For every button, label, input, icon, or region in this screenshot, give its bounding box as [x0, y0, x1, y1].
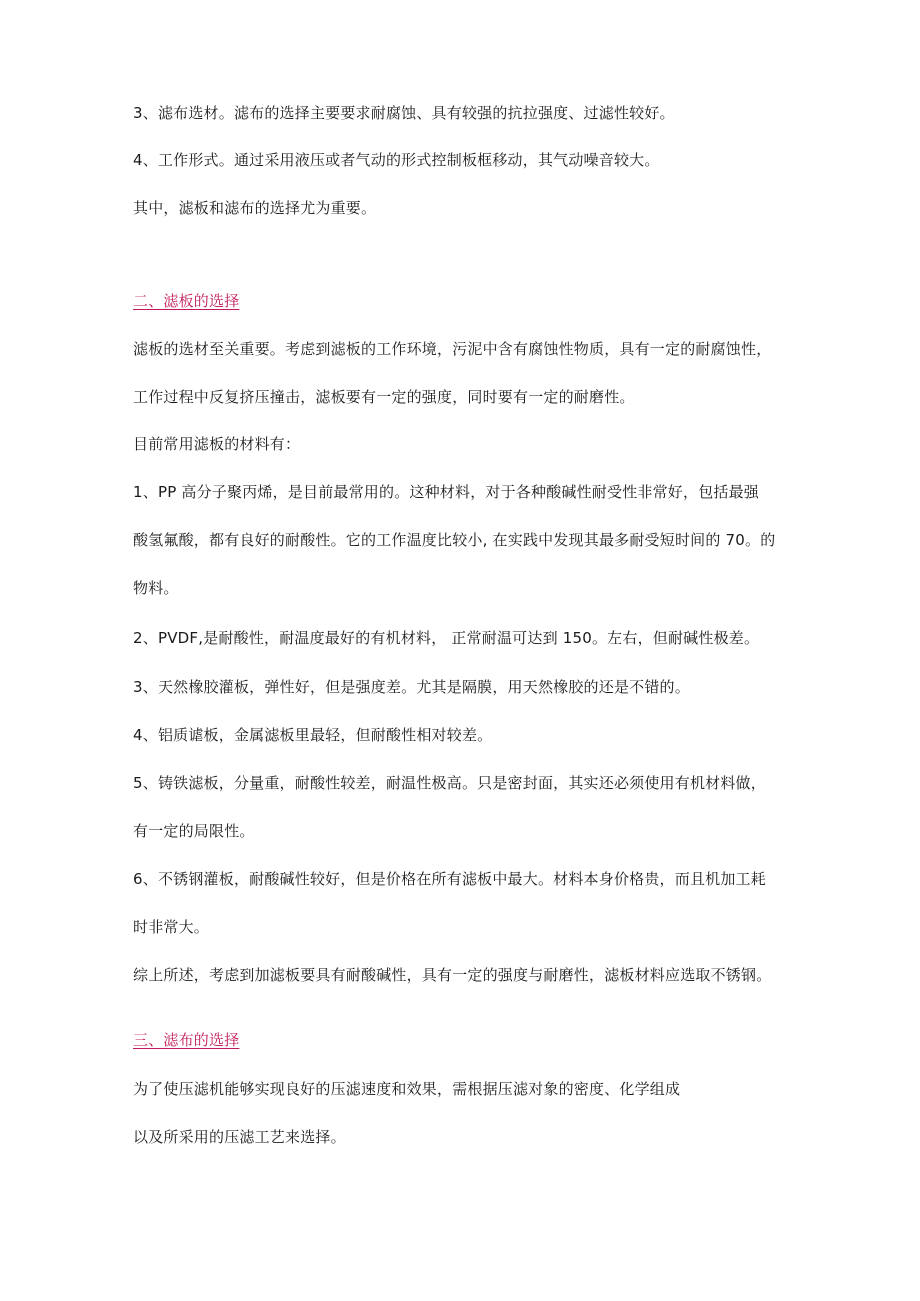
filter-plate-intro-line: 工作过程中反复挤压撞击，滤板要有一定的强度，同时要有一定的耐磨性。: [133, 388, 635, 406]
section-heading-filter-plate[interactable]: 二、滤板的选择: [133, 292, 240, 310]
materials-label: 目前常用滤板的材料有：: [133, 435, 301, 453]
filter-cloth-material-item: 3、滤布选材。滤布的选择主要要求耐腐蚀、具有较强的抗拉强度、过滤性较好。: [133, 104, 675, 122]
material-item-aluminum: 4、铝质谑板，金属滤板里最轻，但耐酸性相对较差。: [133, 726, 493, 744]
filter-cloth-text-line: 以及所采用的压滤工艺来选择。: [133, 1128, 346, 1146]
material-item-pp-continued: 酸氢氟酸，都有良好的耐酸性。它的工作温度比较小, 在实践中发现其最多耐受短时间的 70。的: [133, 531, 776, 549]
section-heading-filter-cloth[interactable]: 三、滤布的选择: [133, 1031, 240, 1049]
material-item-cast-iron: 5、铸铁滤板，分量重，耐酸性较差，耐温性极高。只是密封面，其实还必须使用有机材料做，: [133, 774, 766, 792]
material-item-cast-iron-continued: 有一定的局限性。: [133, 822, 255, 840]
material-item-pp: 1、PP 高分子聚丙烯，是目前最常用的。这种材料，对于各种酸碱性耐受性非常好，包括最强: [133, 483, 760, 501]
material-item-rubber: 3、天然橡胶灌板，弹性好，但是强度差。尤其是隔膜，用天然橡胶的还是不错的。: [133, 678, 690, 696]
material-item-stainless-steel-continued: 时非常大。: [133, 918, 210, 936]
work-form-item: 4、工作形式。通过采用液压或者气动的形式控制板框移动，其气动噪音较大。: [133, 151, 660, 169]
filter-cloth-text-line: 为了使压滤机能够实现良好的压滤速度和效果，需根据压滤对象的密度、化学组成: [133, 1080, 681, 1098]
filter-plate-intro-line: 滤板的选材至关重要。考虑到滤板的工作环境，污泥中含有腐蚀性物质，具有一定的耐腐蚀性，: [133, 340, 772, 358]
material-item-pp-continued: 物料。: [133, 579, 179, 597]
summary-text: 其中，滤板和滤布的选择尤为重要。: [133, 199, 377, 217]
material-item-stainless-steel: 6、不锈钢灌板，耐酸碱性较好，但是价格在所有滤板中最大。材料本身价格贵，而且机加工耗: [133, 870, 766, 888]
material-item-pvdf: 2、PVDF,是耐酸性，耐温度最好的有机材料， 正常耐温可达到 150。左右，但耐碱性极差。: [133, 629, 760, 647]
conclusion-text: 综上所述，考虑到加滤板要具有耐酸碱性，具有一定的强度与耐磨性，滤板材料应选取不锈钢。: [133, 966, 772, 984]
